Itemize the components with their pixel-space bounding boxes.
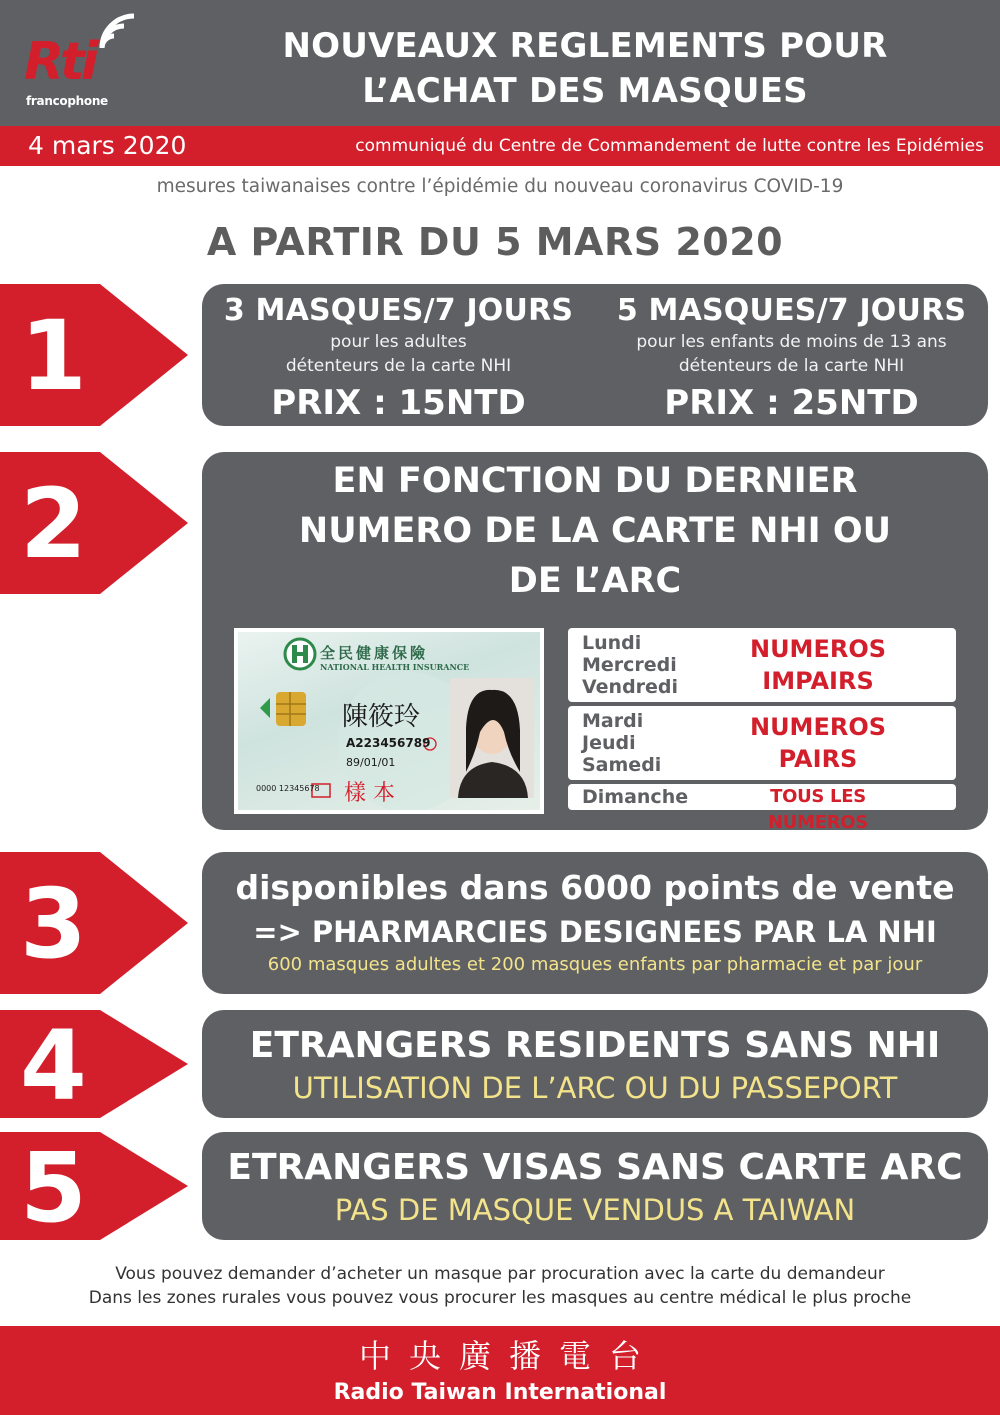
rule-2-title-line-1: EN FONCTION DU DERNIER — [332, 461, 858, 501]
step-3-arrow — [0, 852, 190, 994]
rule-line-2: IMPAIRS — [762, 667, 874, 695]
nhi-card-body — [238, 632, 540, 810]
footer-notes — [0, 1262, 1000, 1310]
adult-price: PRIX : 15NTD — [271, 383, 526, 423]
footer-brand-band — [0, 1326, 1000, 1415]
day-schedule — [568, 628, 956, 833]
brand-name-english: Radio Taiwan International — [333, 1380, 667, 1405]
rule-4-panel — [202, 1010, 988, 1118]
rule-line-1: NUMEROS — [749, 713, 887, 741]
rule-5-title: ETRANGERS VISAS SANS CARTE ARC — [227, 1147, 963, 1188]
step-2-arrow — [0, 452, 190, 594]
logo-subtitle: francophone — [26, 94, 108, 108]
card-holder-name: 陳筱玲 — [342, 702, 421, 732]
number-rule — [718, 633, 918, 697]
title-line-2: L’ACHAT DES MASQUES — [362, 71, 808, 111]
subtitle: mesures taiwanaises contre l’épidémie du nouveau coronavirus COVID-19 — [156, 176, 844, 197]
days-list — [582, 632, 678, 698]
day-label: Vendredi — [582, 676, 679, 698]
footer-note-rural: Dans les zones rurales vous pouvez vous procurer les masques au centre médical le plus proche — [88, 1288, 912, 1308]
rule-2-title-line-2: NUMERO DE LA CARTE NHI OU — [298, 511, 892, 551]
day-label: Lundi — [582, 632, 642, 654]
rule-2-title — [202, 456, 988, 606]
step-number: 3 — [20, 868, 87, 980]
page-title — [170, 24, 1000, 114]
rule-5-panel — [202, 1132, 988, 1240]
rule-5-detail: PAS DE MASQUE VENDUS A TAIWAN — [334, 1193, 856, 1227]
day-label: Dimanche — [582, 786, 689, 808]
days-list — [582, 710, 661, 776]
step-number: 1 — [20, 300, 87, 412]
logo-wordmark: Rti — [24, 32, 95, 92]
adult-desc-1: pour les adultes — [330, 332, 467, 352]
schedule-row-odd — [568, 628, 956, 702]
title-line-1: NOUVEAUX REGLEMENTS POUR — [282, 26, 888, 66]
date-band — [0, 126, 1000, 166]
card-id-number: A223456789 — [346, 736, 431, 750]
adult-quota: 3 MASQUES/7 JOURS — [223, 293, 574, 328]
step-4-arrow — [0, 1010, 190, 1122]
rule-2-title-line-3: DE L’ARC — [508, 561, 682, 601]
card-header-english: NATIONAL HEALTH INSURANCE — [320, 662, 470, 672]
day-label: Jeudi — [582, 732, 636, 754]
adult-allowance — [202, 292, 595, 424]
child-price: PRIX : 25NTD — [664, 383, 919, 423]
rule-3-panel — [202, 852, 988, 994]
day-label: Mercredi — [582, 654, 677, 676]
card-serial-number: 0000 12345678 — [256, 784, 320, 793]
days-list — [582, 786, 688, 808]
broadcast-waves-icon — [98, 8, 142, 52]
step-number: 2 — [20, 468, 87, 580]
rti-logo — [24, 8, 144, 112]
step-number: 5 — [20, 1132, 87, 1244]
child-desc-2: détenteurs de la carte NHI — [678, 356, 905, 376]
child-desc-1: pour les enfants de moins de 13 ans — [636, 332, 947, 352]
publication-date: 4 mars 2020 — [28, 131, 187, 160]
step-number: 4 — [20, 1010, 87, 1122]
rule-4-title: ETRANGERS RESIDENTS SANS NHI — [249, 1025, 941, 1066]
day-label: Samedi — [582, 754, 662, 776]
rule-2-panel — [202, 452, 988, 833]
rule-3-pharmacies: => PHARMARCIES DESIGNEES PAR LA NHI — [253, 915, 937, 949]
rule-line-1: TOUS LES NUMEROS — [768, 786, 868, 833]
card-sample-stamp: 樣 本 — [344, 781, 395, 806]
rule-line-2: PAIRS — [778, 745, 858, 773]
child-quota: 5 MASQUES/7 JOURS — [616, 293, 967, 328]
schedule-row-sunday — [568, 784, 956, 833]
rule-3-points-of-sale: disponibles dans 6000 points de vente — [235, 868, 955, 907]
rule-line-1: NUMEROS — [749, 635, 887, 663]
header-banner — [0, 0, 1000, 126]
source-statement: communiqué du Centre de Commandement de lutte contre les Epidémies — [355, 136, 984, 156]
nhi-card-sample-image — [234, 628, 544, 814]
headline: A PARTIR DU 5 MARS 2020 — [206, 220, 784, 264]
schedule-row-even — [568, 706, 956, 780]
step-5-arrow — [0, 1132, 190, 1244]
brand-name-chinese: 中央廣播電台 — [358, 1337, 659, 1375]
day-label: Mardi — [582, 710, 644, 732]
card-header-chinese: 全民健康保險 — [320, 644, 429, 662]
number-rule — [718, 784, 918, 836]
footer-note-proxy: Vous pouvez demander d’acheter un masque par procuration avec la carte du demandeur — [115, 1264, 885, 1284]
rule-3-daily-stock: 600 masques adultes et 200 masques enfants par pharmacie et par jour — [267, 954, 923, 975]
rule-4-detail: UTILISATION DE L’ARC OU DU PASSEPORT — [292, 1071, 898, 1105]
step-1-arrow — [0, 284, 190, 426]
child-allowance — [595, 292, 988, 424]
adult-desc-2: détenteurs de la carte NHI — [285, 356, 512, 376]
rule-1-panel — [202, 284, 988, 426]
card-birth-date: 89/01/01 — [346, 756, 396, 769]
number-rule — [718, 711, 918, 775]
